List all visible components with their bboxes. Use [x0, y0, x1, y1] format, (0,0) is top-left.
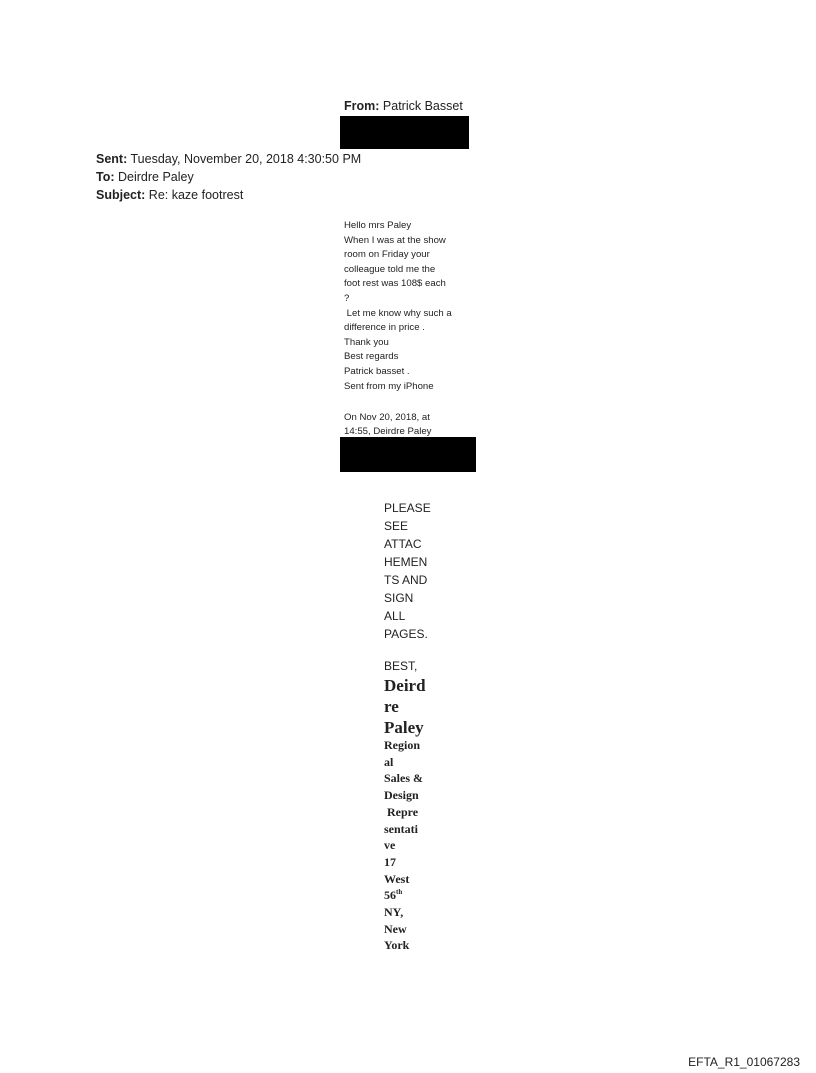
signature-title-line: al: [384, 754, 394, 769]
subject-line: [96, 186, 243, 204]
instruction-line: HEMEN: [384, 555, 428, 569]
bates-number: EFTA_R1_01067283: [688, 1055, 800, 1069]
instruction-line: SEE: [384, 519, 409, 533]
instruction-line: TS AND: [384, 573, 428, 587]
signature-name-line: re: [384, 697, 399, 716]
signature-title-line: Repre: [384, 804, 419, 819]
signature-name-line: Deird: [384, 676, 426, 695]
signature-name-line: Paley: [384, 718, 424, 737]
message-line: Patrick basset .: [344, 365, 410, 377]
message-line: Sent from my iPhone: [344, 380, 434, 392]
signature-title-line: sentati: [384, 821, 418, 836]
sent-line: [96, 150, 361, 168]
message-line: ?: [344, 292, 350, 304]
message-line: foot rest was 108$ each: [344, 278, 446, 290]
signature-title-line: Region: [384, 738, 420, 752]
instruction-line: PAGES.: [384, 627, 428, 641]
instruction-line: ATTAC: [384, 537, 422, 551]
to-line: [96, 168, 194, 186]
city-line: York: [384, 938, 410, 953]
quote-line: 14:55, Deirdre Paley: [344, 426, 432, 437]
address-line: [384, 887, 423, 904]
message-line: difference in price .: [344, 322, 425, 334]
quote-header: [344, 411, 484, 439]
message-line: Thank you: [344, 336, 389, 348]
signature-details: [384, 737, 423, 954]
address-line: West: [384, 871, 410, 886]
message-body: [344, 219, 484, 394]
redaction-box: [340, 116, 469, 149]
sent-value: Tuesday, November 20, 2018 4:30:50 PM: [130, 152, 362, 166]
signature-title-line: ve: [384, 838, 396, 853]
signature-title-line: Design: [384, 788, 419, 803]
instruction-line: PLEASE: [384, 501, 431, 515]
address-suffix: th: [396, 888, 403, 897]
address-line: 17: [384, 854, 396, 869]
signature-name: [384, 675, 426, 738]
quote-line: On Nov 20, 2018, at: [344, 412, 430, 423]
address-number: 56: [384, 888, 396, 903]
message-line: room on Friday your: [344, 249, 430, 261]
redaction-box: [340, 437, 476, 472]
sent-label: Sent:: [96, 152, 128, 166]
instruction-line: SIGN: [384, 591, 414, 605]
to-label: To:: [96, 170, 115, 184]
message-line: When I was at the show: [344, 234, 446, 246]
instruction-line: ALL: [384, 609, 406, 623]
from-value: Patrick Basset: [382, 99, 463, 113]
city-line: New: [384, 921, 407, 936]
signature-title-line: Sales &: [384, 771, 423, 786]
instruction-text: [384, 499, 431, 643]
closing-text: BEST,: [384, 659, 418, 673]
from-line: [344, 97, 463, 115]
message-line: Hello mrs Paley: [344, 220, 412, 231]
message-line: Let me know why such a: [344, 307, 452, 319]
subject-value: Re: kaze footrest: [148, 188, 244, 202]
subject-label: Subject:: [96, 188, 146, 202]
message-line: colleague told me the: [344, 263, 436, 275]
city-line: NY,: [384, 905, 404, 920]
message-line: Best regards: [344, 351, 399, 363]
to-value: Deirdre Paley: [118, 170, 194, 184]
from-label: From:: [344, 99, 380, 113]
